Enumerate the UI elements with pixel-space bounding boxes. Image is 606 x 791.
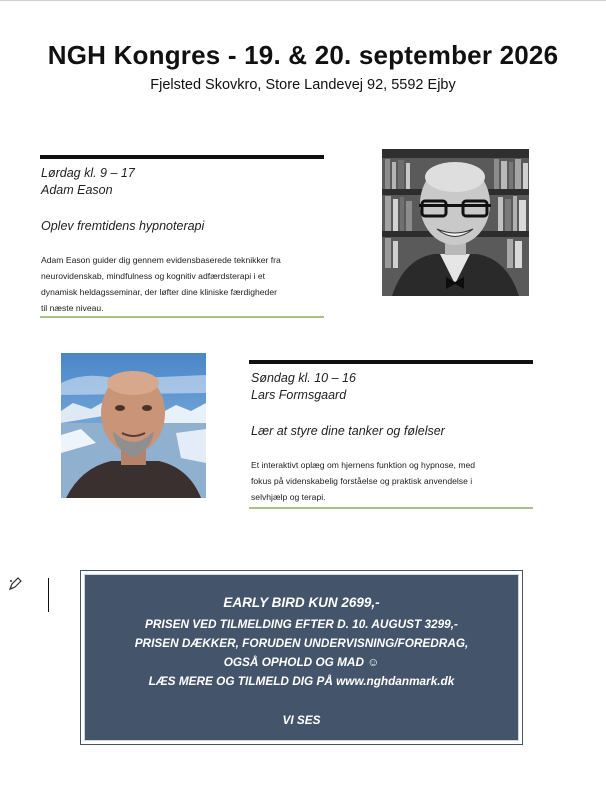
promo-panel	[84, 574, 519, 741]
session-1-description-line: dynamisk heldagsseminar, der løfter dine kliniske færdigheder	[41, 287, 277, 297]
edit-pen-icon[interactable]	[7, 576, 23, 592]
session-1-bottom-rule	[40, 316, 324, 318]
promo-line-website[interactable]: LÆS MERE OG TILMELD DIG PÅ www.nghdanmark.dk	[148, 674, 455, 688]
session-2-bottom-rule	[249, 507, 533, 509]
promo-line: PRISEN VED TILMELDING EFTER D. 10. AUGUST 3299,-	[145, 617, 458, 631]
session-1-topic: Oplev fremtidens hypnoterapi	[41, 219, 205, 233]
session-1-speaker: Adam Eason	[41, 183, 113, 197]
speaker-photo-lars-formsgaard	[61, 353, 206, 498]
promo-line: OGSÅ OPHOLD OG MAD ☺	[223, 655, 380, 669]
session-1-description	[41, 252, 331, 316]
promo-closing: VI SES	[282, 713, 321, 727]
page-title: NGH Kongres - 19. & 20. september 2026	[47, 40, 559, 70]
session-2-top-bar	[249, 360, 533, 364]
session-2-description	[251, 457, 541, 505]
page-top-border	[0, 0, 606, 1]
session-1-description-line: til næste niveau.	[41, 303, 104, 313]
session-1-description-line: Adam Eason guider dig gennem evidensbaserede teknikker fra	[41, 255, 281, 265]
session-2-description-line: Et interaktivt oplæg om hjernens funktion og hypnose, med	[251, 460, 476, 470]
speaker-photo-adam-eason	[382, 149, 529, 296]
session-2-description-line: fokus på videnskabelig forståelse og praktisk anvendelse i	[251, 476, 473, 486]
session-2-time: Søndag kl. 10 – 16	[251, 371, 356, 385]
session-1-top-bar	[40, 155, 324, 159]
session-1-description-line: neurovidenskab, mindfulness og kognitiv adfærdsterapi i et	[41, 271, 266, 281]
promo-headline: EARLY BIRD KUN 2699,-	[223, 595, 380, 610]
text-cursor	[48, 578, 49, 612]
session-1-time: Lørdag kl. 9 – 17	[41, 166, 135, 180]
session-2-topic: Lær at styre dine tanker og følelser	[251, 424, 445, 438]
venue-address: Fjelsted Skovkro, Store Landevej 92, 5592 Ejby	[150, 77, 456, 93]
session-2-description-line: selvhjælp og terapi.	[251, 492, 326, 502]
promo-line: PRISEN DÆKKER, FORUDEN UNDERVISNING/FOREDRAG,	[134, 636, 469, 650]
session-2-speaker: Lars Formsgaard	[251, 388, 347, 402]
promo-box	[80, 570, 523, 745]
